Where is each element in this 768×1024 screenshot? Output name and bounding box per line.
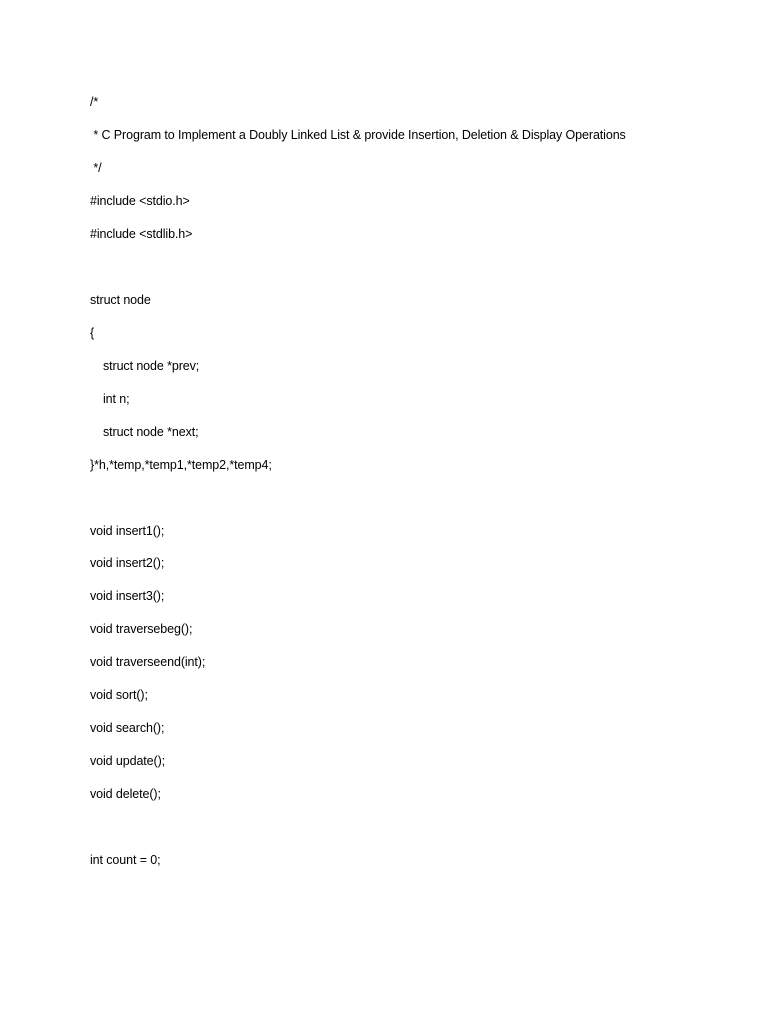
code-line: { [90, 326, 95, 340]
code-line: void sort(); [90, 688, 148, 702]
code-line: /* [90, 95, 99, 109]
code-line: }*h,*temp,*temp1,*temp2,*temp4; [90, 458, 272, 472]
code-line: struct node *next; [103, 425, 199, 439]
code-line: void insert2(); [90, 556, 165, 570]
code-line: int count = 0; [90, 853, 161, 867]
code-line: void insert1(); [90, 524, 165, 538]
code-line: void search(); [90, 721, 165, 735]
code-line: int n; [103, 392, 130, 406]
code-line: */ [90, 161, 102, 175]
code-line: #include <stdlib.h> [90, 227, 193, 241]
code-line: void traverseend(int); [90, 655, 206, 669]
code-line: struct node [90, 293, 151, 307]
code-line: void delete(); [90, 787, 161, 801]
code-line: struct node *prev; [103, 359, 200, 373]
code-line: * C Program to Implement a Doubly Linked List & provide Insertion, Deletion & Display Operations [90, 128, 626, 142]
code-line: void update(); [90, 754, 166, 768]
code-line: void insert3(); [90, 589, 165, 603]
code-line: #include <stdio.h> [90, 194, 190, 208]
code-line: void traversebeg(); [90, 622, 193, 636]
